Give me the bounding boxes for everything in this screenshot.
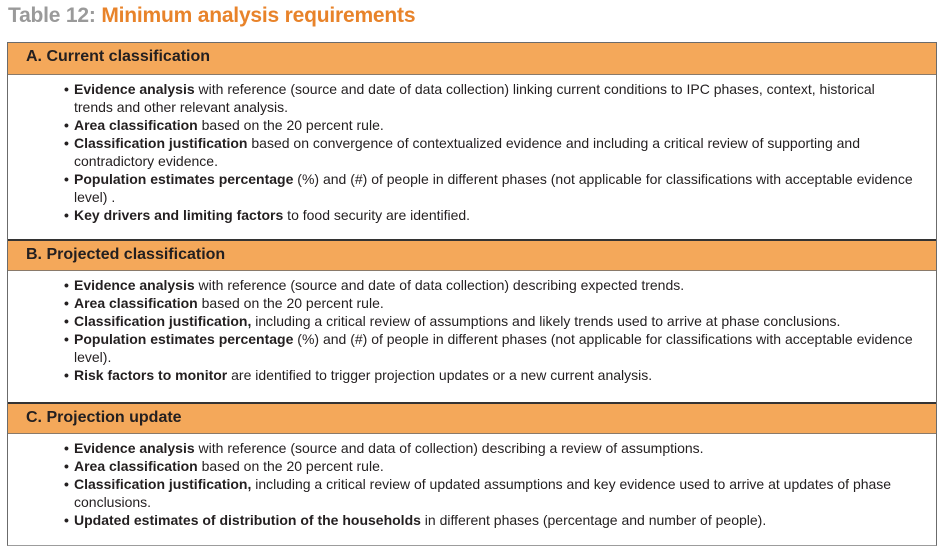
list-item <box>64 116 936 134</box>
section-heading: A. Current classification <box>8 43 936 75</box>
table-number: Table 12: <box>8 4 96 27</box>
section-heading: C. Projection update <box>8 402 936 434</box>
list-item <box>64 80 936 116</box>
section-projected-classification <box>8 239 936 402</box>
list-item <box>64 457 936 475</box>
item-bold: Updated estimates of distribution of the households <box>74 512 421 528</box>
item-bold: Area classification <box>74 458 198 474</box>
item-text: (%) and (#) of people in different phases (not applicable for classifications with acceptable evidence level) . <box>74 171 913 205</box>
bullet-list <box>8 75 936 224</box>
item-text: with reference (source and date of data collection) describing expected trends. <box>194 277 685 293</box>
list-item <box>64 330 936 366</box>
item-bold: Classification justification, <box>74 313 252 329</box>
item-text: including a critical review of updated assumptions and key evidence used to arrive at updates of phase conclusions. <box>74 476 892 510</box>
item-bold: Area classification <box>74 117 198 133</box>
item-text: based on convergence of contextualized evidence and including a critical review of supporting and contradictory evidence. <box>74 135 860 169</box>
item-text: based on the 20 percent rule. <box>197 117 384 133</box>
item-bold: Evidence analysis <box>74 277 195 293</box>
list-item <box>64 511 936 529</box>
section-projection-update <box>8 402 936 547</box>
item-text: including a critical review of assumptions and likely trends used to arrive at phase conclusions. <box>251 313 841 329</box>
list-item <box>64 439 936 457</box>
list-item <box>64 312 936 330</box>
list-item <box>64 366 936 384</box>
item-bold: Classification justification <box>74 135 248 151</box>
item-bold: Population estimates percentage <box>74 331 294 347</box>
item-text: based on the 20 percent rule. <box>197 458 384 474</box>
item-bold: Population estimates percentage <box>74 171 294 187</box>
table-title <box>8 4 415 28</box>
table-title-text: Minimum analysis requirements <box>101 4 416 27</box>
item-bold: Classification justification, <box>74 476 252 492</box>
item-bold: Risk factors to monitor <box>74 367 228 383</box>
list-item <box>64 294 936 312</box>
item-text: are identified to trigger projection updates or a new current analysis. <box>227 367 653 383</box>
bullet-list <box>8 434 936 529</box>
list-item <box>64 276 936 294</box>
list-item <box>64 170 936 206</box>
item-text: (%) and (#) of people in different phases (not applicable for classifications with acceptable evidence level). <box>74 331 913 365</box>
list-item <box>64 475 936 511</box>
item-bold: Key drivers and limiting factors <box>74 207 284 223</box>
requirements-table <box>7 42 937 546</box>
list-item <box>64 134 936 170</box>
item-text: with reference (source and data of collection) describing a review of assumptions. <box>194 440 704 456</box>
item-text: to food security are identified. <box>283 207 471 223</box>
item-bold: Evidence analysis <box>74 440 195 456</box>
list-item <box>64 206 936 224</box>
section-heading: B. Projected classification <box>8 239 936 271</box>
bullet-list <box>8 271 936 384</box>
item-text: based on the 20 percent rule. <box>197 295 384 311</box>
item-text: with reference (source and date of data collection) linking current conditions to IPC phases, context, historical trends and other relevant analysis. <box>74 81 875 115</box>
item-bold: Area classification <box>74 295 198 311</box>
item-bold: Evidence analysis <box>74 81 195 97</box>
item-text: in different phases (percentage and number of people). <box>420 512 767 528</box>
section-current-classification <box>8 43 936 239</box>
